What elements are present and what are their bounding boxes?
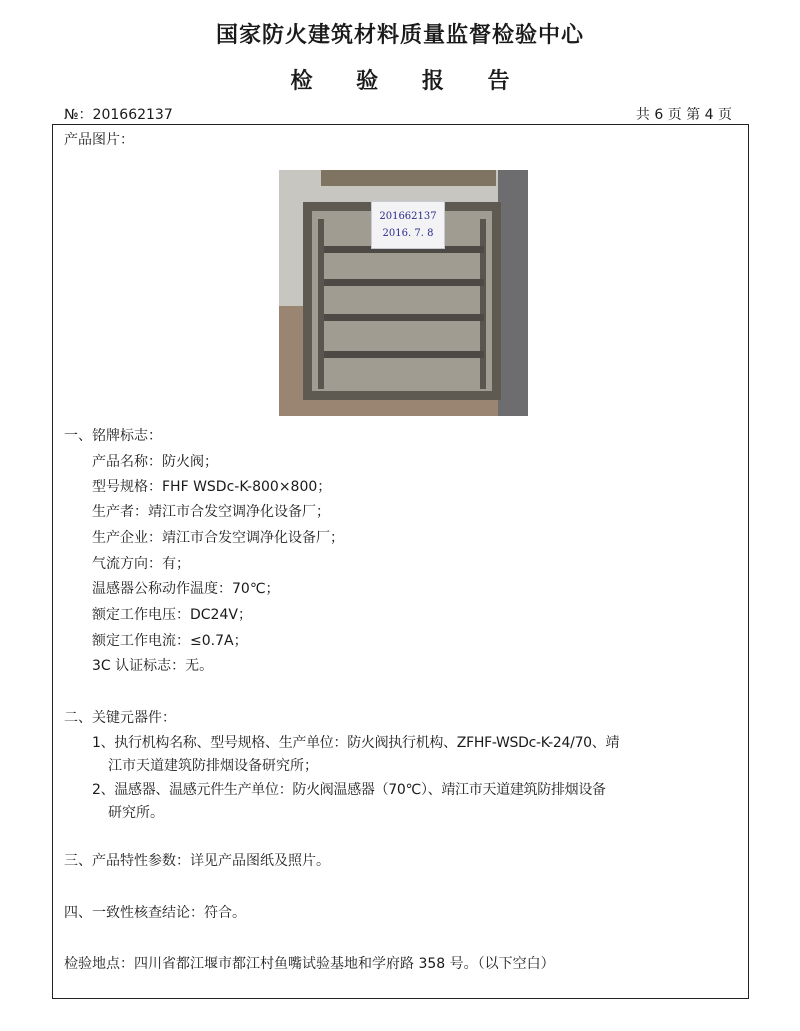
consistency-line: 四、一致性核查结论：符合。 xyxy=(64,905,246,921)
sample-tag-number: 201662137 xyxy=(379,211,437,222)
nameplate-line: 型号规格：FHF WSDc-K-800×800； xyxy=(92,479,332,495)
org-name: 国家防火建筑材料质量监督检验中心 xyxy=(215,23,584,48)
nameplate-line: 生产企业：靖江市合发空调净化设备厂； xyxy=(92,530,344,546)
nameplate-line: 产品名称：防火阀； xyxy=(92,454,218,470)
product-photo xyxy=(279,170,528,416)
component-item-2: 2、温感器、温感元件生产单位：防火阀温感器（70℃）、靖江市天道建筑防排烟设备 xyxy=(92,782,606,798)
component-item-2-cont: 研究所。 xyxy=(108,805,164,821)
sample-tag xyxy=(371,201,445,249)
nameplate-line: 3C 认证标志：无。 xyxy=(92,658,214,674)
report-title: 检 验 报 告 xyxy=(290,69,528,94)
nameplate-line: 额定工作电流：≤0.7A； xyxy=(92,633,248,649)
sample-tag-date: 2016. 7. 8 xyxy=(382,228,434,239)
photo-label: 产品图片： xyxy=(64,132,134,148)
location-line: 检验地点：四川省都江堰市都江村鱼嘴试验基地和学府路 358 号。（以下空白） xyxy=(64,956,555,972)
nameplate-line: 额定工作电压：DC24V； xyxy=(92,607,252,623)
page-info: 共 6 页 第 4 页 xyxy=(635,107,732,123)
nameplate-heading: 一、铭牌标志： xyxy=(64,428,162,444)
nameplate-line: 生产者：靖江市合发空调净化设备厂； xyxy=(92,504,330,520)
characteristics-line: 三、产品特性参数：详见产品图纸及照片。 xyxy=(64,853,330,869)
component-item-1: 1、执行机构名称、型号规格、生产单位：防火阀执行机构、ZFHF-WSDc-K-24/70、靖 xyxy=(92,735,620,751)
component-item-1-cont: 江市天道建筑防排烟设备研究所； xyxy=(108,758,318,774)
report-number: №：201662137 xyxy=(64,107,173,123)
nameplate-line: 气流方向：有； xyxy=(92,556,190,572)
nameplate-line: 温感器公称动作温度：70℃； xyxy=(92,581,280,597)
components-heading: 二、关键元器件： xyxy=(64,710,176,726)
